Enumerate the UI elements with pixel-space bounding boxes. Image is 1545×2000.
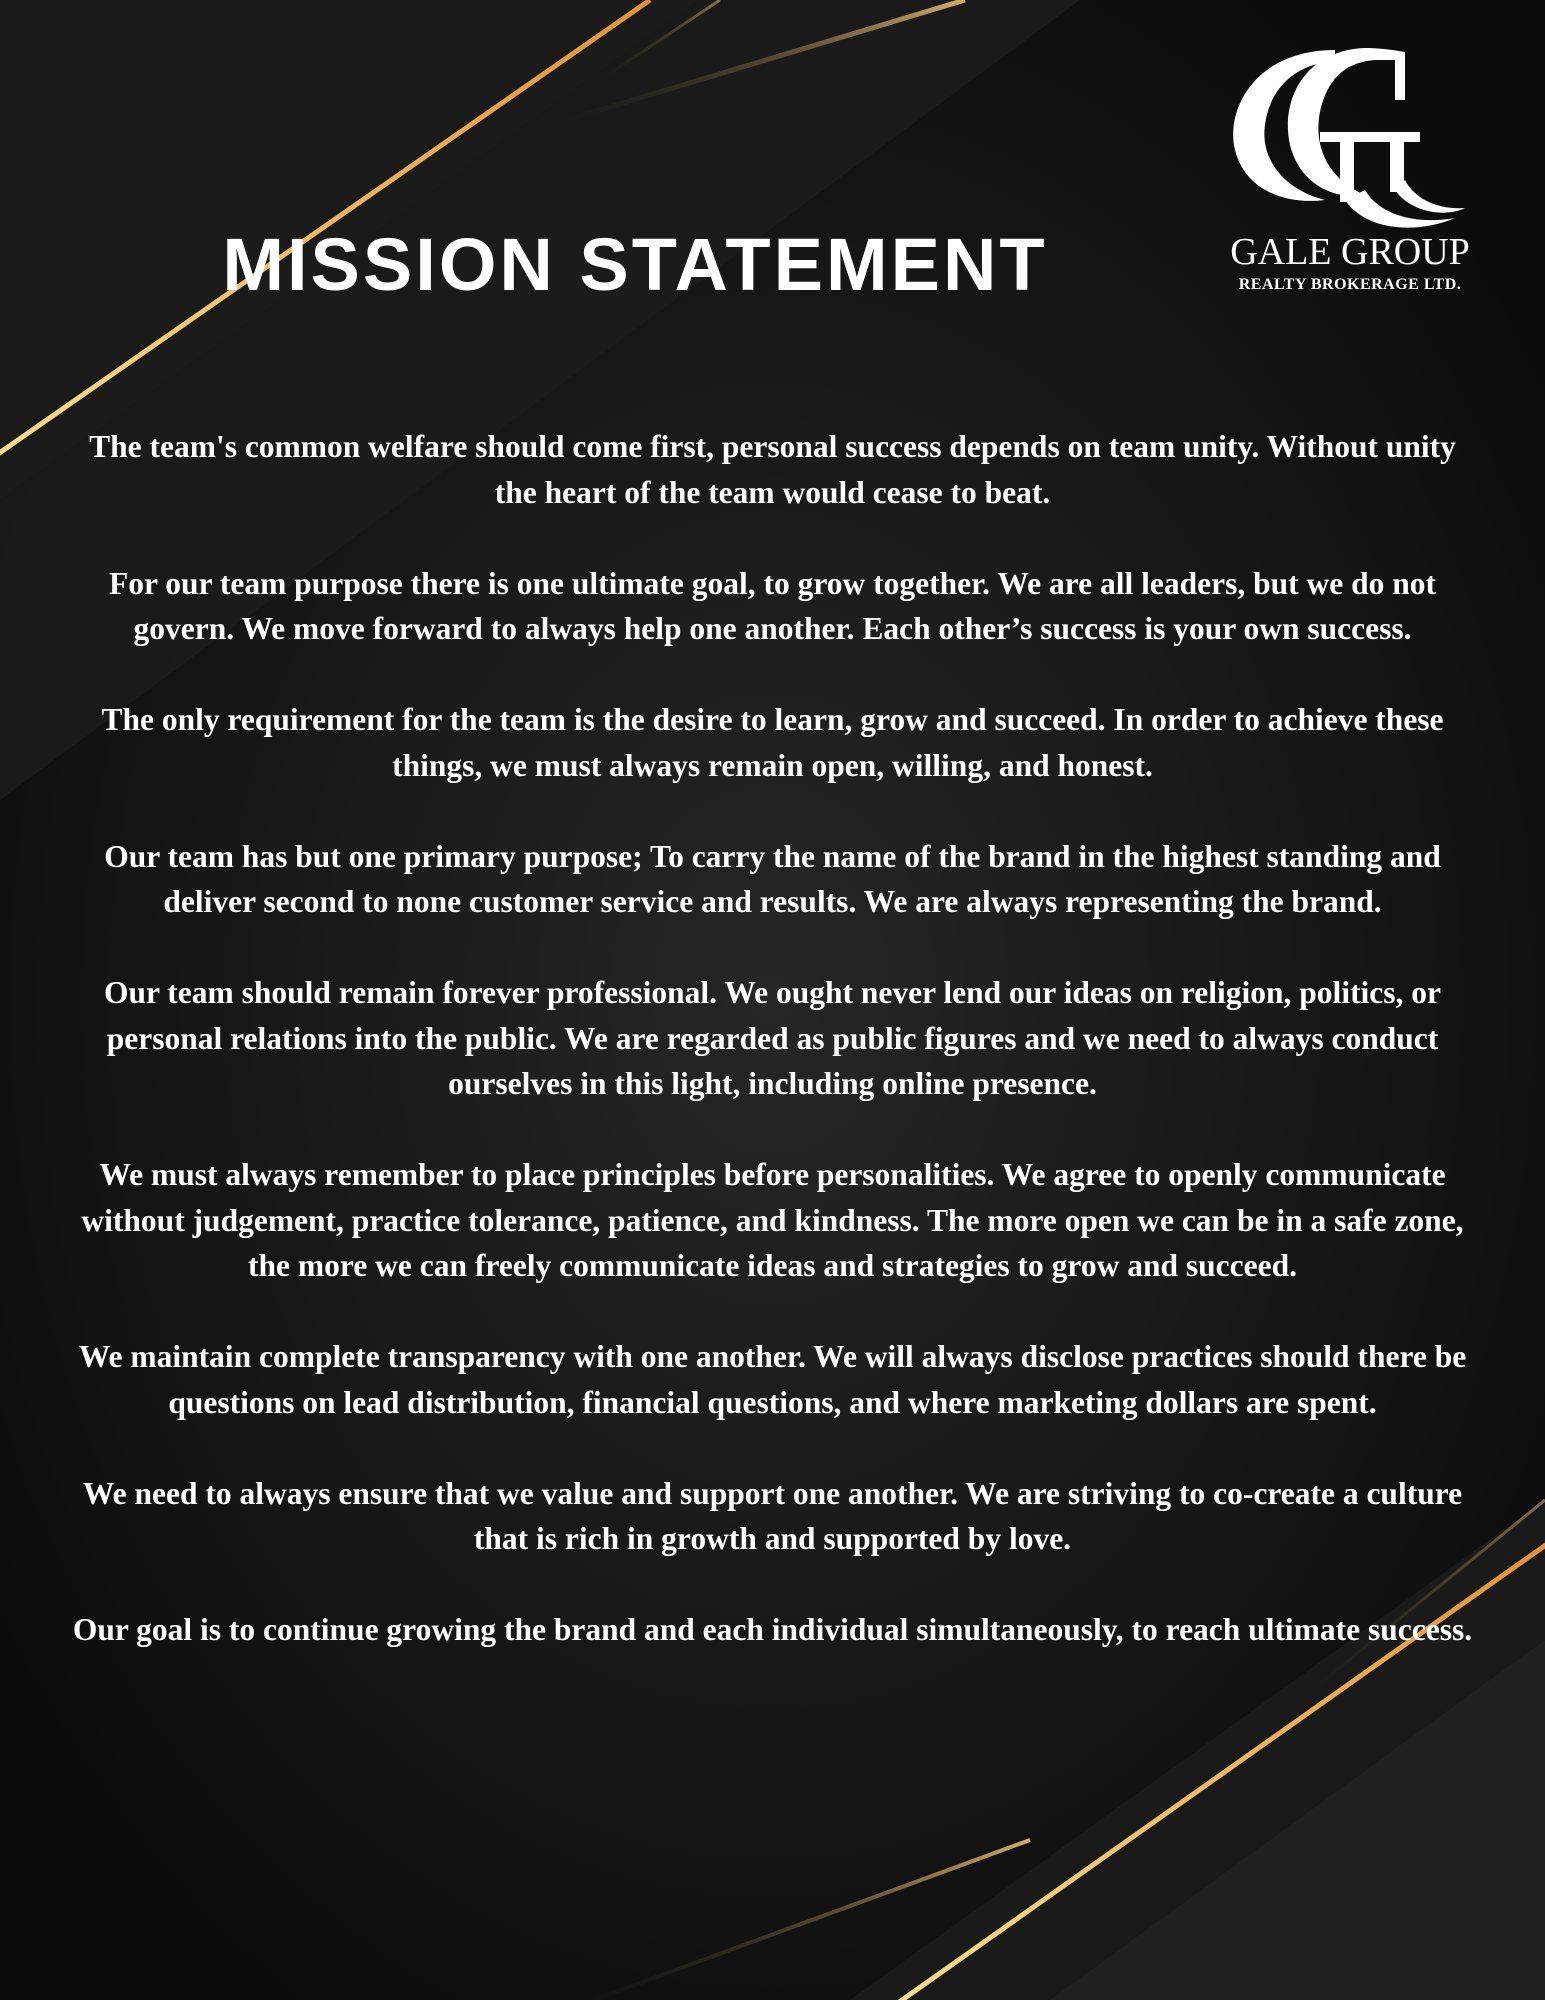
paragraph: The team's common welfare should come first, personal success depends on team unity. Without unity the heart of the team would cease to beat. (89, 429, 1456, 510)
paragraph: We maintain complete transparency with one another. We will always disclose practices should there be questions on lead distribution, financial questions, and where marketing dollars are spent. (78, 1339, 1467, 1420)
paragraph: Our goal is to continue growing the brand and each individual simultaneously, to reach ultimate success. (72, 1612, 1473, 1647)
page-title: MISSION STATEMENT (222, 223, 1048, 306)
paragraph: For our team purpose there is one ultimate goal, to grow together. We are all leaders, but we do not govern. We move forward to always help one another. Each other’s success is your own success. (109, 565, 1436, 646)
mission-text (70, 424, 1475, 1698)
paragraph: We must always remember to place principles before personalities. We agree to openly communicate without judgement, practice tolerance, patience, and kindness. The more open we can be in a safe zone, the more we can freely communicate ideas and strategies to grow and succeed. (81, 1157, 1464, 1283)
paragraph: The only requirement for the team is the desire to learn, grow and succeed. In order to achieve these things, we must always remain open, willing, and honest. (101, 702, 1444, 783)
paragraph: Our team has but one primary purpose; To carry the name of the brand in the highest standing and deliver second to none customer service and results. We are always representing the brand. (104, 838, 1441, 919)
paragraph: Our team should remain forever professional. We ought never lend our ideas on religion, politics, or personal relations into the public. We are regarded as public figures and we need to always conduct ourselves in this light, including online presence. (103, 975, 1442, 1101)
company-logo (1200, 40, 1500, 330)
logo-subtitle: REALTY BROKERAGE LTD. (1238, 276, 1462, 293)
logo-company-name: GALE GROUP (1230, 231, 1470, 273)
monogram-logo-icon (1215, 40, 1485, 240)
paragraph: We need to always ensure that we value and support one another. We are striving to co-create a culture that is rich in growth and supported by love. (82, 1475, 1463, 1556)
